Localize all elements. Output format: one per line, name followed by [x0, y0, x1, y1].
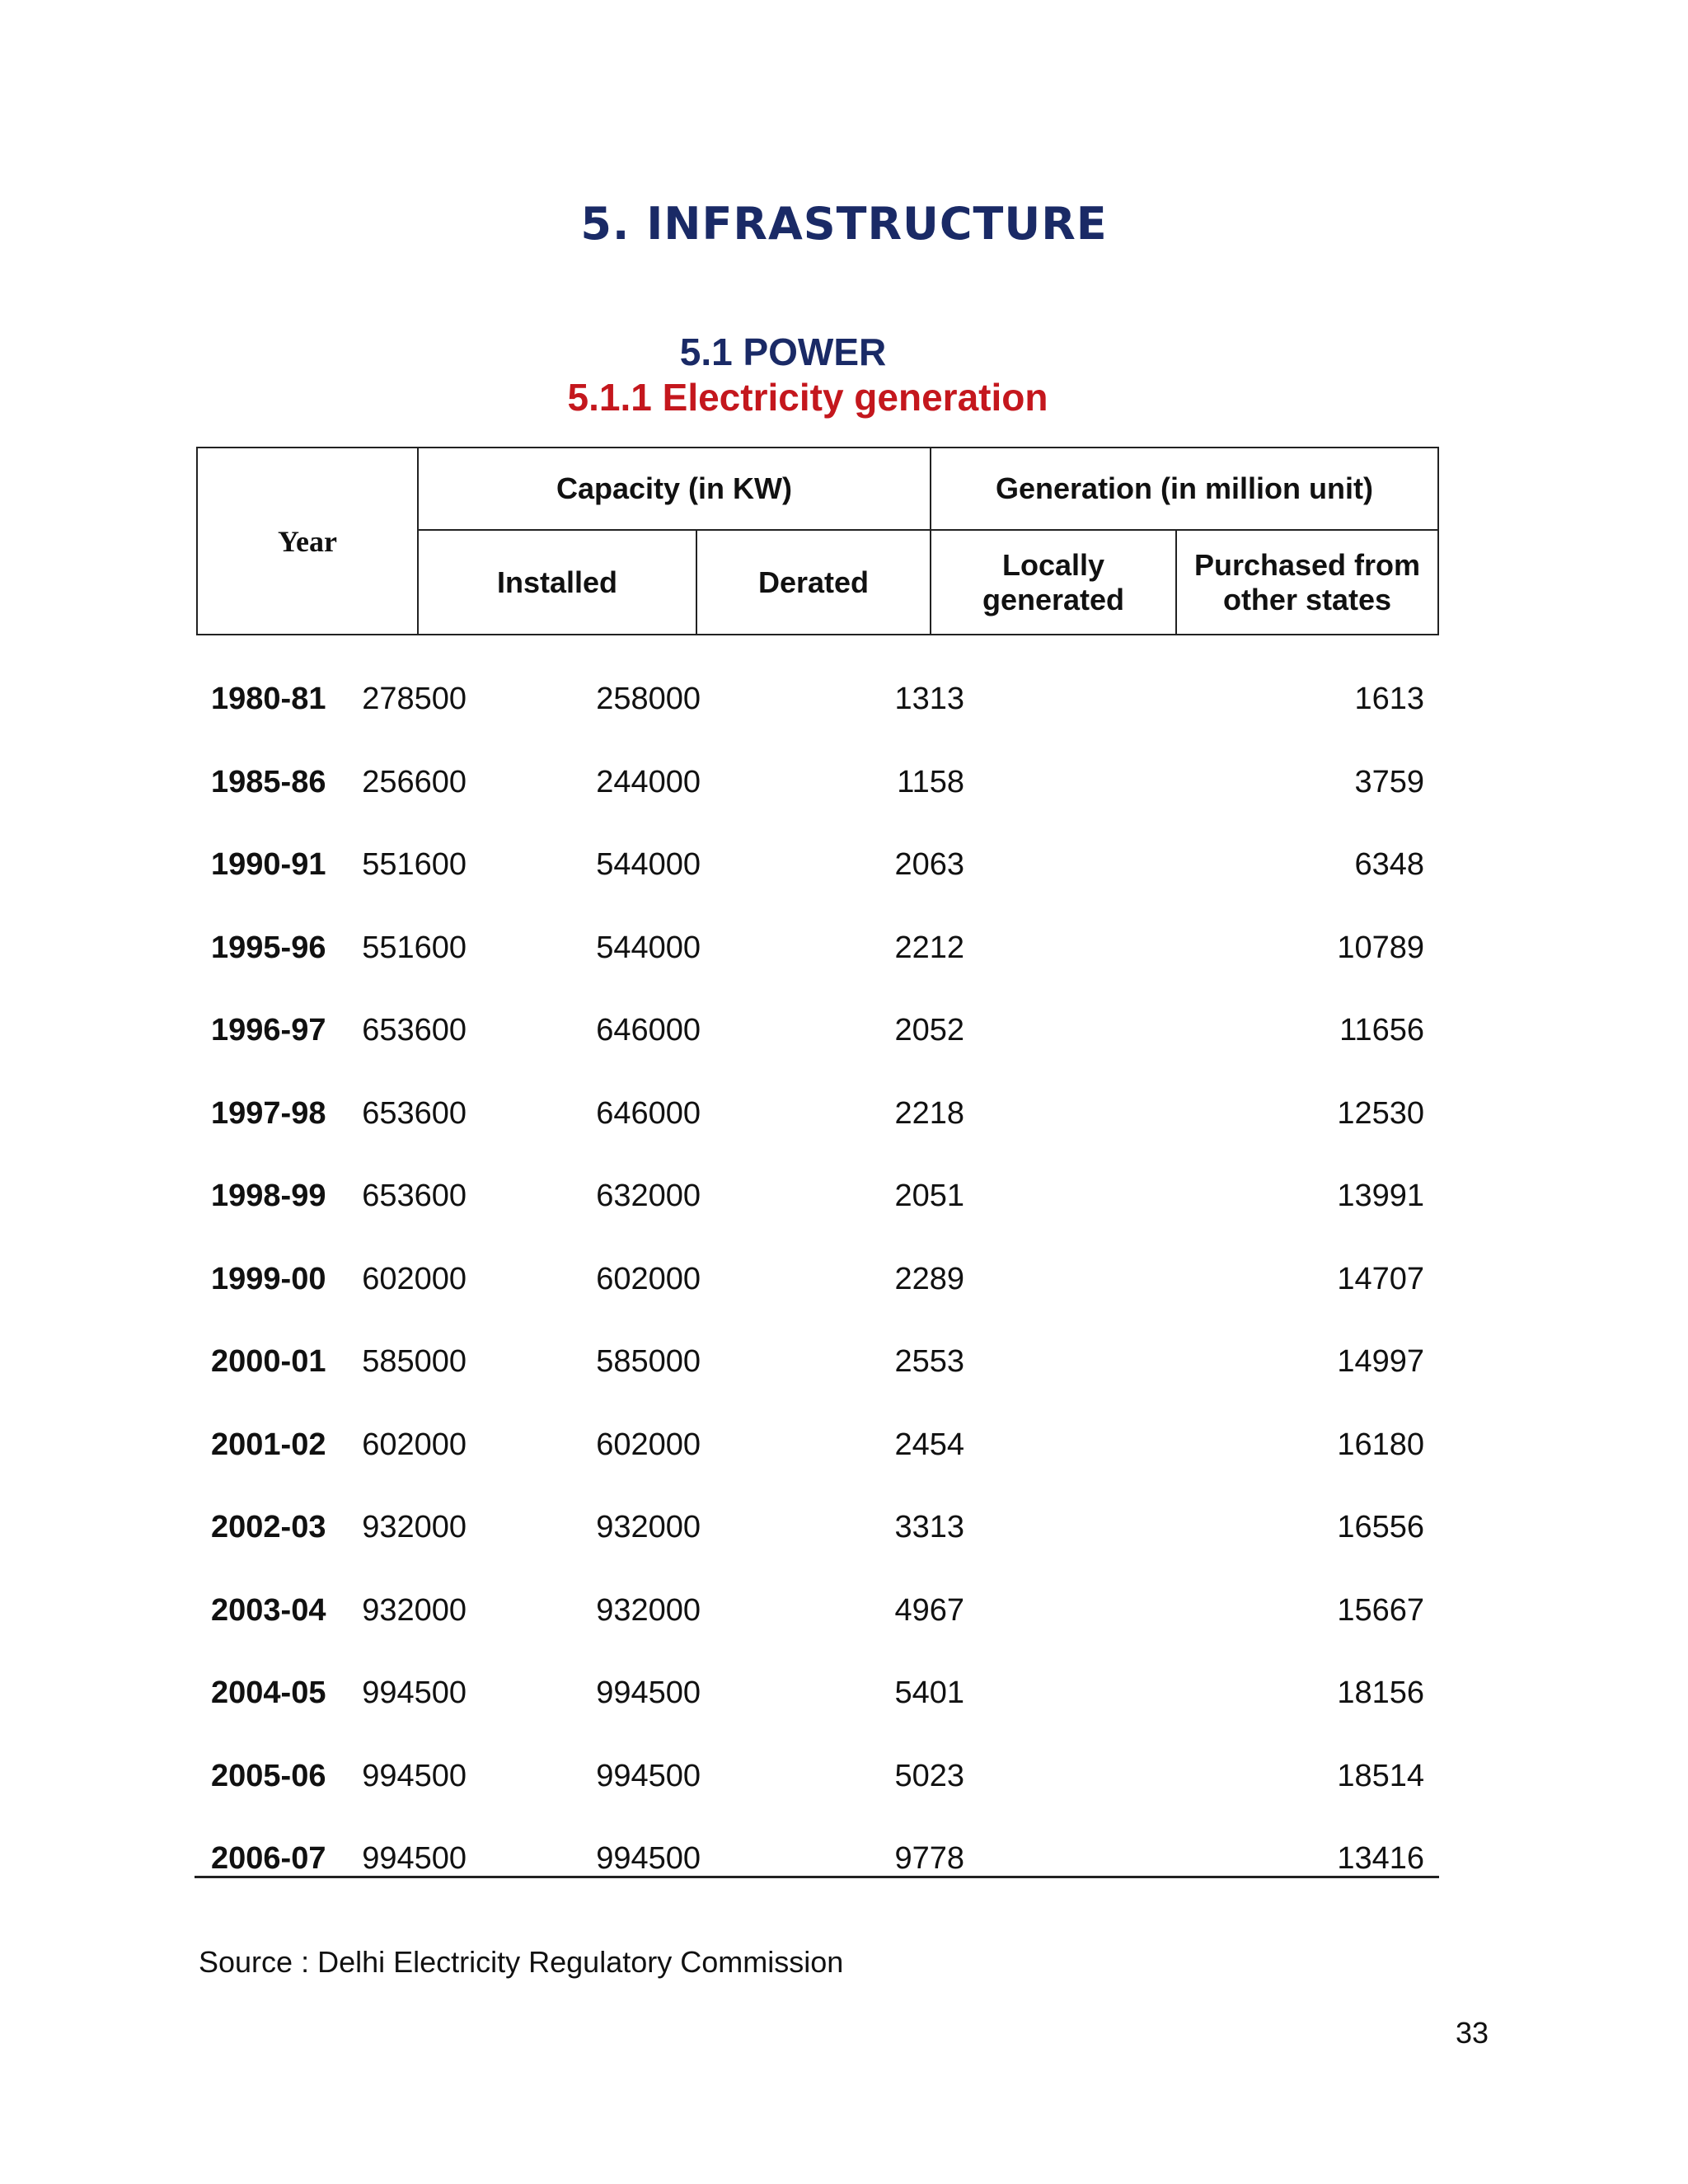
header-locally-generated: Locally generated — [931, 531, 1177, 634]
cell-installed: 653600 — [362, 1179, 467, 1213]
section-title: 5.1 POWER — [679, 330, 887, 373]
cell-purchased: 6348 — [1354, 847, 1424, 882]
source-note: Source : Delhi Electricity Regulatory Commission — [199, 1945, 844, 1979]
table-row — [196, 1171, 1439, 1254]
cell-year: 1997-98 — [211, 1095, 326, 1131]
table-row — [196, 674, 1439, 757]
chapter-title: 5. INFRASTRUCTURE — [580, 198, 1108, 250]
cell-year: 1999-00 — [211, 1261, 326, 1296]
cell-locally-generated: 2289 — [894, 1261, 964, 1296]
cell-purchased: 14997 — [1337, 1344, 1424, 1379]
table-row — [196, 1751, 1439, 1835]
cell-purchased: 10789 — [1337, 930, 1424, 965]
cell-year: 2006-07 — [211, 1841, 326, 1876]
cell-year: 2001-02 — [211, 1427, 326, 1462]
cell-installed: 602000 — [362, 1427, 467, 1462]
cell-installed: 278500 — [362, 682, 467, 716]
cell-derated: 544000 — [596, 847, 701, 882]
cell-derated: 932000 — [596, 1592, 701, 1628]
header-capacity: Capacity (in KW) — [419, 448, 931, 531]
page-number: 33 — [1456, 2016, 1489, 2050]
cell-purchased: 13991 — [1337, 1179, 1424, 1213]
table-row — [196, 1502, 1439, 1586]
cell-derated: 602000 — [596, 1261, 701, 1296]
cell-purchased: 3759 — [1354, 764, 1424, 799]
cell-purchased: 11656 — [1339, 1013, 1424, 1047]
table-bottom-rule — [195, 1876, 1439, 1878]
cell-locally-generated: 2212 — [894, 930, 964, 965]
cell-purchased: 18156 — [1337, 1675, 1424, 1710]
cell-year: 2005-06 — [211, 1758, 326, 1793]
cell-derated: 244000 — [596, 764, 701, 799]
cell-installed: 585000 — [362, 1344, 467, 1379]
table-body — [196, 674, 1439, 1917]
header-derated: Derated — [697, 531, 931, 634]
cell-derated: 994500 — [596, 1758, 701, 1793]
header-purchased: Purchased from other states — [1193, 547, 1421, 616]
table-row — [196, 840, 1439, 923]
table-row — [196, 923, 1439, 1006]
cell-installed: 932000 — [362, 1592, 467, 1628]
subsection-title: 5.1.1 Electricity generation — [567, 376, 1048, 419]
cell-purchased: 15667 — [1337, 1592, 1424, 1628]
cell-locally-generated: 9778 — [894, 1841, 964, 1876]
cell-installed: 551600 — [362, 847, 467, 882]
cell-year: 1980-81 — [211, 682, 326, 716]
cell-purchased: 12530 — [1337, 1095, 1424, 1131]
cell-derated: 632000 — [596, 1179, 701, 1213]
cell-locally-generated: 2218 — [894, 1095, 964, 1131]
header-installed: Installed — [419, 531, 697, 634]
cell-purchased: 16556 — [1337, 1510, 1424, 1544]
cell-purchased: 18514 — [1337, 1758, 1424, 1793]
table-row — [196, 1420, 1439, 1503]
cell-locally-generated: 2553 — [894, 1344, 964, 1379]
table-row — [196, 1005, 1439, 1089]
cell-installed: 256600 — [362, 764, 467, 799]
cell-year: 2003-04 — [211, 1592, 326, 1628]
cell-installed: 994500 — [362, 1841, 467, 1876]
cell-installed: 551600 — [362, 930, 467, 965]
cell-derated: 932000 — [596, 1510, 701, 1544]
cell-installed: 653600 — [362, 1095, 467, 1131]
cell-derated: 646000 — [596, 1095, 701, 1131]
cell-derated: 585000 — [596, 1344, 701, 1379]
cell-installed: 653600 — [362, 1013, 467, 1047]
cell-locally-generated: 1158 — [897, 764, 964, 799]
cell-locally-generated: 2063 — [894, 847, 964, 882]
cell-year: 2002-03 — [211, 1510, 326, 1544]
cell-derated: 994500 — [596, 1841, 701, 1876]
cell-year: 1985-86 — [211, 764, 326, 799]
cell-year: 1995-96 — [211, 930, 326, 965]
cell-locally-generated: 5401 — [894, 1675, 964, 1710]
cell-locally-generated: 2454 — [894, 1427, 964, 1462]
cell-installed: 602000 — [362, 1261, 467, 1296]
cell-derated: 544000 — [596, 930, 701, 965]
cell-purchased: 16180 — [1337, 1427, 1424, 1462]
cell-derated: 258000 — [596, 682, 701, 716]
cell-locally-generated: 1313 — [894, 682, 964, 716]
cell-locally-generated: 2051 — [894, 1179, 964, 1213]
cell-year: 1998-99 — [211, 1179, 326, 1213]
table-row — [196, 1089, 1439, 1172]
table-row — [196, 1586, 1439, 1669]
cell-year: 1990-91 — [211, 847, 326, 882]
cell-locally-generated: 3313 — [894, 1510, 964, 1544]
cell-purchased: 1613 — [1354, 682, 1424, 716]
cell-derated: 994500 — [596, 1675, 701, 1710]
cell-derated: 646000 — [596, 1013, 701, 1047]
cell-year: 1996-97 — [211, 1013, 326, 1047]
table-row — [196, 1254, 1439, 1338]
cell-locally-generated: 4967 — [894, 1592, 964, 1628]
header-year: Year — [198, 448, 419, 634]
cell-installed: 932000 — [362, 1510, 467, 1544]
table-header — [196, 447, 1439, 635]
header-generation: Generation (in million unit) — [931, 448, 1437, 531]
cell-locally-generated: 5023 — [894, 1758, 964, 1793]
table-row — [196, 1668, 1439, 1751]
cell-purchased: 14707 — [1337, 1261, 1424, 1296]
table-row — [196, 1337, 1439, 1420]
cell-derated: 602000 — [596, 1427, 701, 1462]
cell-purchased: 13416 — [1337, 1841, 1424, 1876]
table-row — [196, 757, 1439, 841]
cell-installed: 994500 — [362, 1758, 467, 1793]
cell-year: 2004-05 — [211, 1675, 326, 1710]
cell-year: 2000-01 — [211, 1344, 326, 1379]
cell-locally-generated: 2052 — [894, 1013, 964, 1047]
cell-installed: 994500 — [362, 1675, 467, 1710]
